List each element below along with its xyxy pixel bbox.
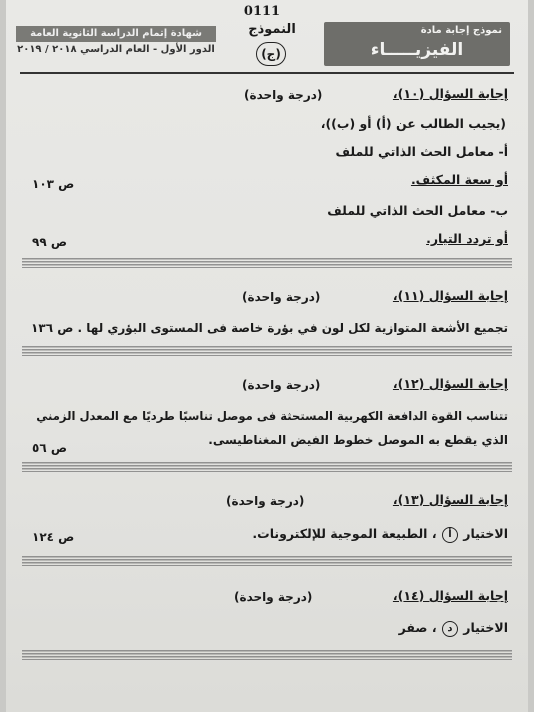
answer-sheet — [6, 0, 528, 712]
choice-mark: د — [442, 621, 458, 637]
model-label: النموذج — [248, 22, 296, 37]
exam-info — [16, 26, 216, 66]
question-grade: (درجة واحدة) — [244, 88, 323, 102]
answer-choice — [26, 526, 508, 543]
subject-title: الفيزيـــــاء — [370, 40, 464, 60]
exam-session: الدور الأول - العام الدراسي ٢٠١٨ / ٢٠١٩ — [17, 44, 215, 55]
page-reference: ص ١٠٣ — [32, 177, 75, 191]
question-title: إجابة السؤال (١١)، — [392, 288, 508, 303]
section-divider — [22, 258, 512, 268]
question-title: إجابة السؤال (١٠)، — [392, 86, 508, 101]
choice-text: ، الطبيعة الموجية للإلكترونات. — [252, 526, 437, 541]
choice-mark: أ — [442, 527, 458, 543]
answer-choice — [26, 620, 508, 637]
model-letter: (ج) — [256, 42, 286, 66]
answer-line: الذي يقطع به الموصل خطوط الفيض المغناطيسى. — [208, 433, 508, 447]
question-grade: (درجة واحدة) — [242, 290, 321, 304]
section-divider — [22, 346, 512, 356]
answer-line: تجميع الأشعة المتوازية لكل لون في بؤرة خاصة فى المستوى البؤري لها . ص ١٣٦ — [31, 321, 508, 335]
page-reference: ص ١٢٤ — [32, 530, 75, 544]
subject-banner — [324, 22, 510, 66]
header-divider — [20, 72, 514, 74]
question-title: إجابة السؤال (١٤)، — [392, 588, 508, 603]
page-reference: ص ٩٩ — [32, 235, 67, 249]
question-title: إجابة السؤال (١٢)، — [392, 376, 508, 391]
question-grade: (درجة واحدة) — [242, 378, 321, 392]
choice-prefix: الاختيار — [463, 620, 508, 635]
question-grade: (درجة واحدة) — [234, 590, 313, 604]
question-grade: (درجة واحدة) — [226, 494, 305, 508]
subject-caption: نموذج إجابة مادة — [420, 25, 502, 36]
question-title: إجابة السؤال (١٣)، — [392, 492, 508, 507]
page-reference: ص ٥٦ — [32, 441, 67, 455]
answer-line: ب- معامل الحث الذاتي للملف — [327, 203, 508, 218]
sheet-code: 0111 — [243, 4, 281, 19]
answer-line: أ- معامل الحث الذاتي للملف — [335, 144, 508, 159]
answer-line: أو تردد التيار. — [426, 231, 508, 246]
section-divider — [22, 556, 512, 566]
section-divider — [22, 462, 512, 472]
answer-line: أو سعة المكثف. — [410, 172, 508, 187]
exam-title: شهادة إتمام الدراسة الثانوية العامة — [16, 26, 216, 42]
choice-text: ، صفر — [398, 620, 437, 635]
answer-line: تتناسب القوة الدافعة الكهربية المستحثة فى موصل تناسبًا طرديًا مع المعدل الزمني — [36, 409, 508, 423]
choice-prefix: الاختيار — [463, 526, 508, 541]
section-divider — [22, 650, 512, 660]
answer-line: (يجيب الطالب عن (أ) أو (ب))، — [320, 116, 506, 131]
